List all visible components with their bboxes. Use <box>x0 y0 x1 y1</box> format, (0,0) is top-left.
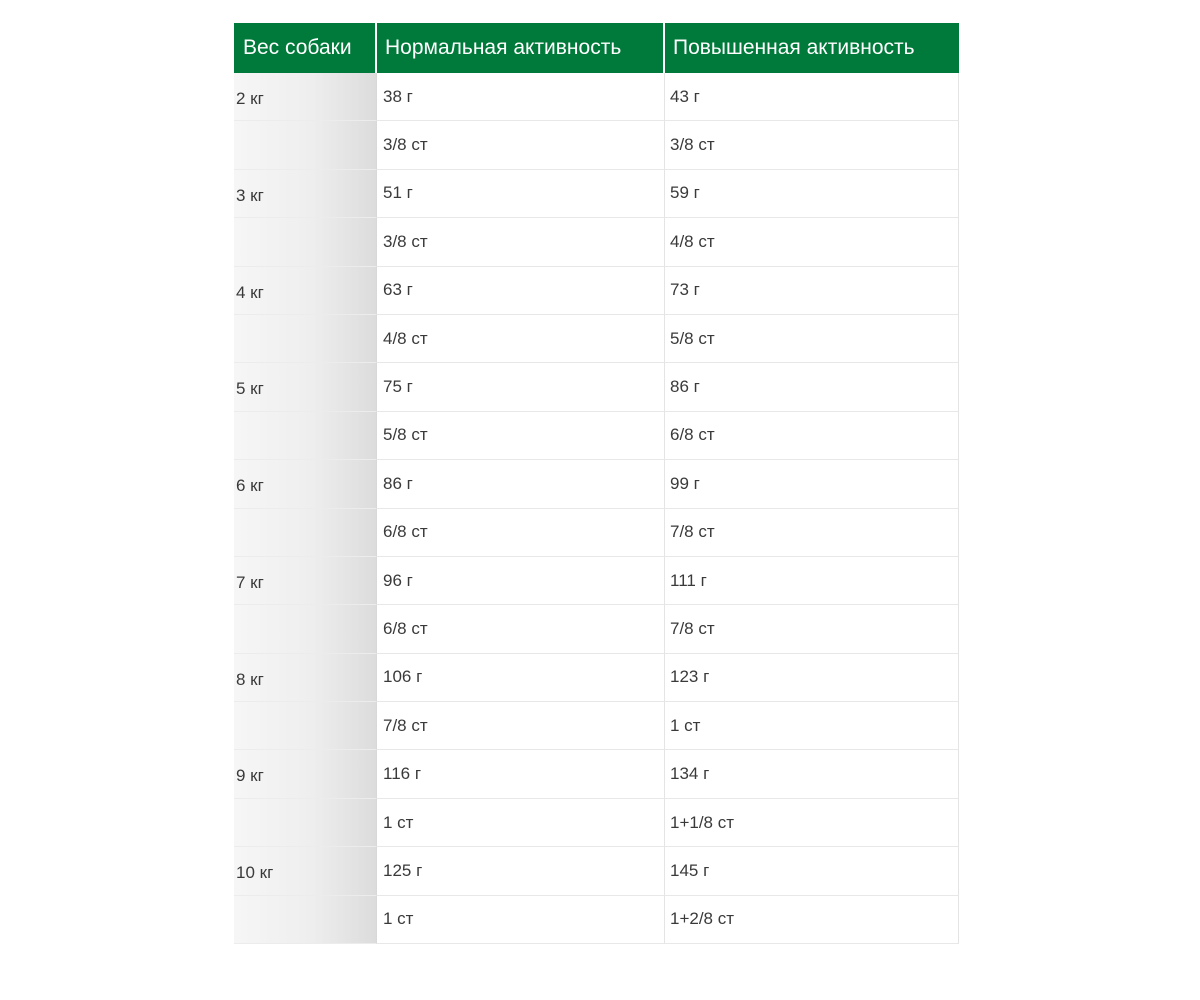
cell-high-activity: 1+2/8 ст <box>665 896 959 944</box>
cell-weight: 5 кг <box>234 363 377 411</box>
cell-normal-activity: 75 г <box>377 363 665 411</box>
table-row <box>234 460 959 508</box>
cell-weight: 7 кг <box>234 557 377 605</box>
cell-normal-activity: 6/8 ст <box>377 509 665 557</box>
cell-normal-activity: 125 г <box>377 847 665 895</box>
table-row <box>234 121 959 169</box>
table-row <box>234 412 959 460</box>
cell-normal-activity: 4/8 ст <box>377 315 665 363</box>
cell-weight: 4 кг <box>234 267 377 315</box>
cell-weight <box>234 121 377 169</box>
cell-normal-activity: 116 г <box>377 750 665 798</box>
feeding-table <box>234 23 959 944</box>
cell-high-activity: 134 г <box>665 750 959 798</box>
table-row <box>234 363 959 411</box>
cell-normal-activity: 96 г <box>377 557 665 605</box>
cell-weight <box>234 412 377 460</box>
table-row <box>234 170 959 218</box>
cell-high-activity: 3/8 ст <box>665 121 959 169</box>
cell-normal-activity: 1 ст <box>377 896 665 944</box>
cell-high-activity: 73 г <box>665 267 959 315</box>
header-row <box>234 23 959 73</box>
cell-weight <box>234 799 377 847</box>
table-row <box>234 702 959 750</box>
table-row <box>234 750 959 798</box>
table-row <box>234 73 959 121</box>
table-row <box>234 605 959 653</box>
cell-high-activity: 1+1/8 ст <box>665 799 959 847</box>
cell-high-activity: 6/8 ст <box>665 412 959 460</box>
header-high-activity: Повышенная активность <box>665 23 959 73</box>
table-row <box>234 847 959 895</box>
cell-normal-activity: 86 г <box>377 460 665 508</box>
cell-high-activity: 86 г <box>665 363 959 411</box>
cell-normal-activity: 3/8 ст <box>377 218 665 266</box>
table-row <box>234 267 959 315</box>
table-header <box>234 23 959 73</box>
cell-weight <box>234 702 377 750</box>
table-row <box>234 896 959 944</box>
cell-weight <box>234 218 377 266</box>
cell-high-activity: 145 г <box>665 847 959 895</box>
cell-weight: 6 кг <box>234 460 377 508</box>
table-body <box>234 73 959 944</box>
cell-normal-activity: 7/8 ст <box>377 702 665 750</box>
header-weight: Вес собаки <box>234 23 377 73</box>
cell-normal-activity: 6/8 ст <box>377 605 665 653</box>
cell-normal-activity: 38 г <box>377 73 665 121</box>
table-row <box>234 557 959 605</box>
cell-weight: 9 кг <box>234 750 377 798</box>
cell-normal-activity: 51 г <box>377 170 665 218</box>
table-row <box>234 654 959 702</box>
cell-weight <box>234 315 377 363</box>
cell-weight: 2 кг <box>234 73 377 121</box>
cell-high-activity: 4/8 ст <box>665 218 959 266</box>
cell-weight: 10 кг <box>234 847 377 895</box>
cell-high-activity: 7/8 ст <box>665 605 959 653</box>
cell-normal-activity: 63 г <box>377 267 665 315</box>
cell-high-activity: 1 ст <box>665 702 959 750</box>
cell-high-activity: 99 г <box>665 460 959 508</box>
cell-high-activity: 111 г <box>665 557 959 605</box>
cell-weight <box>234 509 377 557</box>
cell-weight <box>234 896 377 944</box>
table-row <box>234 315 959 363</box>
cell-high-activity: 43 г <box>665 73 959 121</box>
cell-high-activity: 7/8 ст <box>665 509 959 557</box>
cell-weight: 3 кг <box>234 170 377 218</box>
cell-normal-activity: 106 г <box>377 654 665 702</box>
header-normal-activity: Нормальная активность <box>377 23 665 73</box>
cell-weight: 8 кг <box>234 654 377 702</box>
table-row <box>234 218 959 266</box>
cell-high-activity: 123 г <box>665 654 959 702</box>
cell-normal-activity: 1 ст <box>377 799 665 847</box>
cell-normal-activity: 3/8 ст <box>377 121 665 169</box>
table-row <box>234 509 959 557</box>
cell-high-activity: 59 г <box>665 170 959 218</box>
table-row <box>234 799 959 847</box>
cell-normal-activity: 5/8 ст <box>377 412 665 460</box>
cell-high-activity: 5/8 ст <box>665 315 959 363</box>
cell-weight <box>234 605 377 653</box>
